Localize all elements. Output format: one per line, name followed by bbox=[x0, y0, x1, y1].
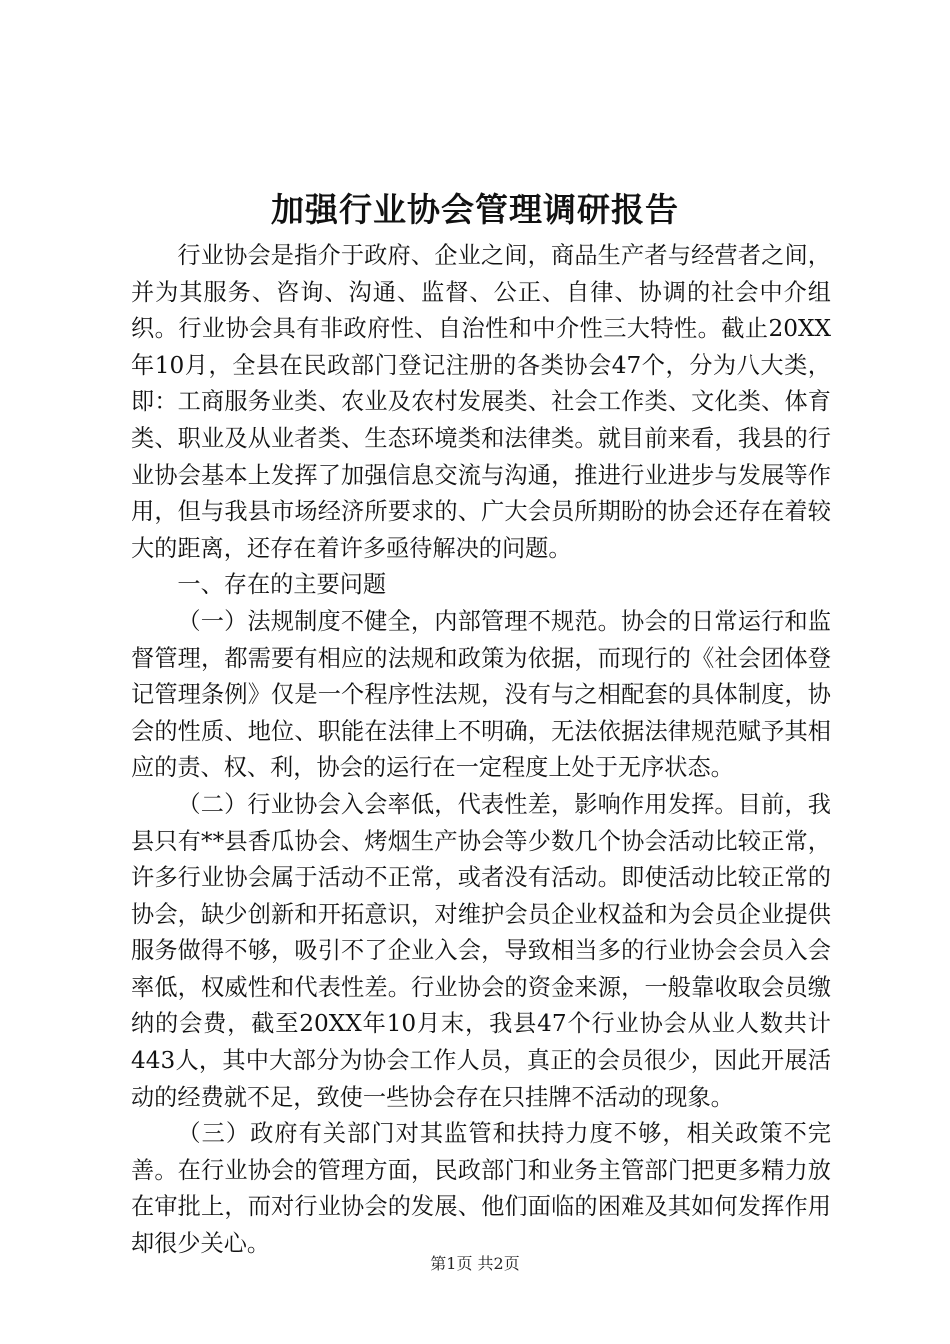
page-footer: 第1页 共2页 bbox=[430, 1254, 520, 1273]
paragraph-issue-1: （一）法规制度不健全，内部管理不规范。协会的日常运行和监督管理，都需要有相应的法规和政策为依据，而现行的《社会团体登记管理条例》仅是一个程序性法规，没有与之相配套的具体制度，协会的性质、地位、职能在法律上不明确，无法依据法律规范赋予其相应的责、权、利，协会的运行在一定程度上处于无序状态。 bbox=[131, 607, 831, 782]
paragraph-issue-2: （二）行业协会入会率低，代表性差，影响作用发挥。目前，我县只有**县香瓜协会、烤烟生产协会等少数几个协会活动比较正常，许多行业协会属于活动不正常，或者没有活动。即使活动比较正常的协会，缺少创新和开拓意识，对维护会员企业权益和为会员企业提供服务做得不够，吸引不了企业入会，导致相当多的行业协会会员入会率低，权威性和代表性差。行业协会的资金来源，一般靠收取会员缴纳的会费，截至20XX年10月末，我县47个行业协会从业人数共计443人，其中大部分为协会工作人员，真正的会员很少，因此开展活动的经费就不足，致使一些协会存在只挂牌不活动的现象。 bbox=[131, 790, 831, 1111]
document-body bbox=[131, 238, 831, 1263]
paragraph-intro: 行业协会是指介于政府、企业之间，商品生产者与经营者之间，并为其服务、咨询、沟通、监督、公正、自律、协调的社会中介组织。行业协会具有非政府性、自治性和中介性三大特性。截止20XX年10月，全县在民政部门登记注册的各类协会47个，分为八大类，即：工商服务业类、农业及农村发展类、社会工作类、文化类、体育类、职业及从业者类、生态环境类和法律类。就目前来看，我县的行业协会基本上发挥了加强信息交流与沟通，推进行业进步与发展等作用，但与我县市场经济所要求的、广大会员所期盼的协会还存在着较大的距离，还存在着许多亟待解决的问题。 bbox=[131, 242, 831, 562]
document-title: 加强行业协会管理调研报告 bbox=[271, 190, 679, 229]
section-heading: 一、存在的主要问题 bbox=[177, 571, 387, 599]
paragraph-issue-3: （三）政府有关部门对其监管和扶持力度不够，相关政策不完善。在行业协会的管理方面，民政部门和业务主管部门把更多精力放在审批上，而对行业协会的发展、他们面临的困难及其如何发挥作用却很少关心。 bbox=[131, 1120, 831, 1258]
